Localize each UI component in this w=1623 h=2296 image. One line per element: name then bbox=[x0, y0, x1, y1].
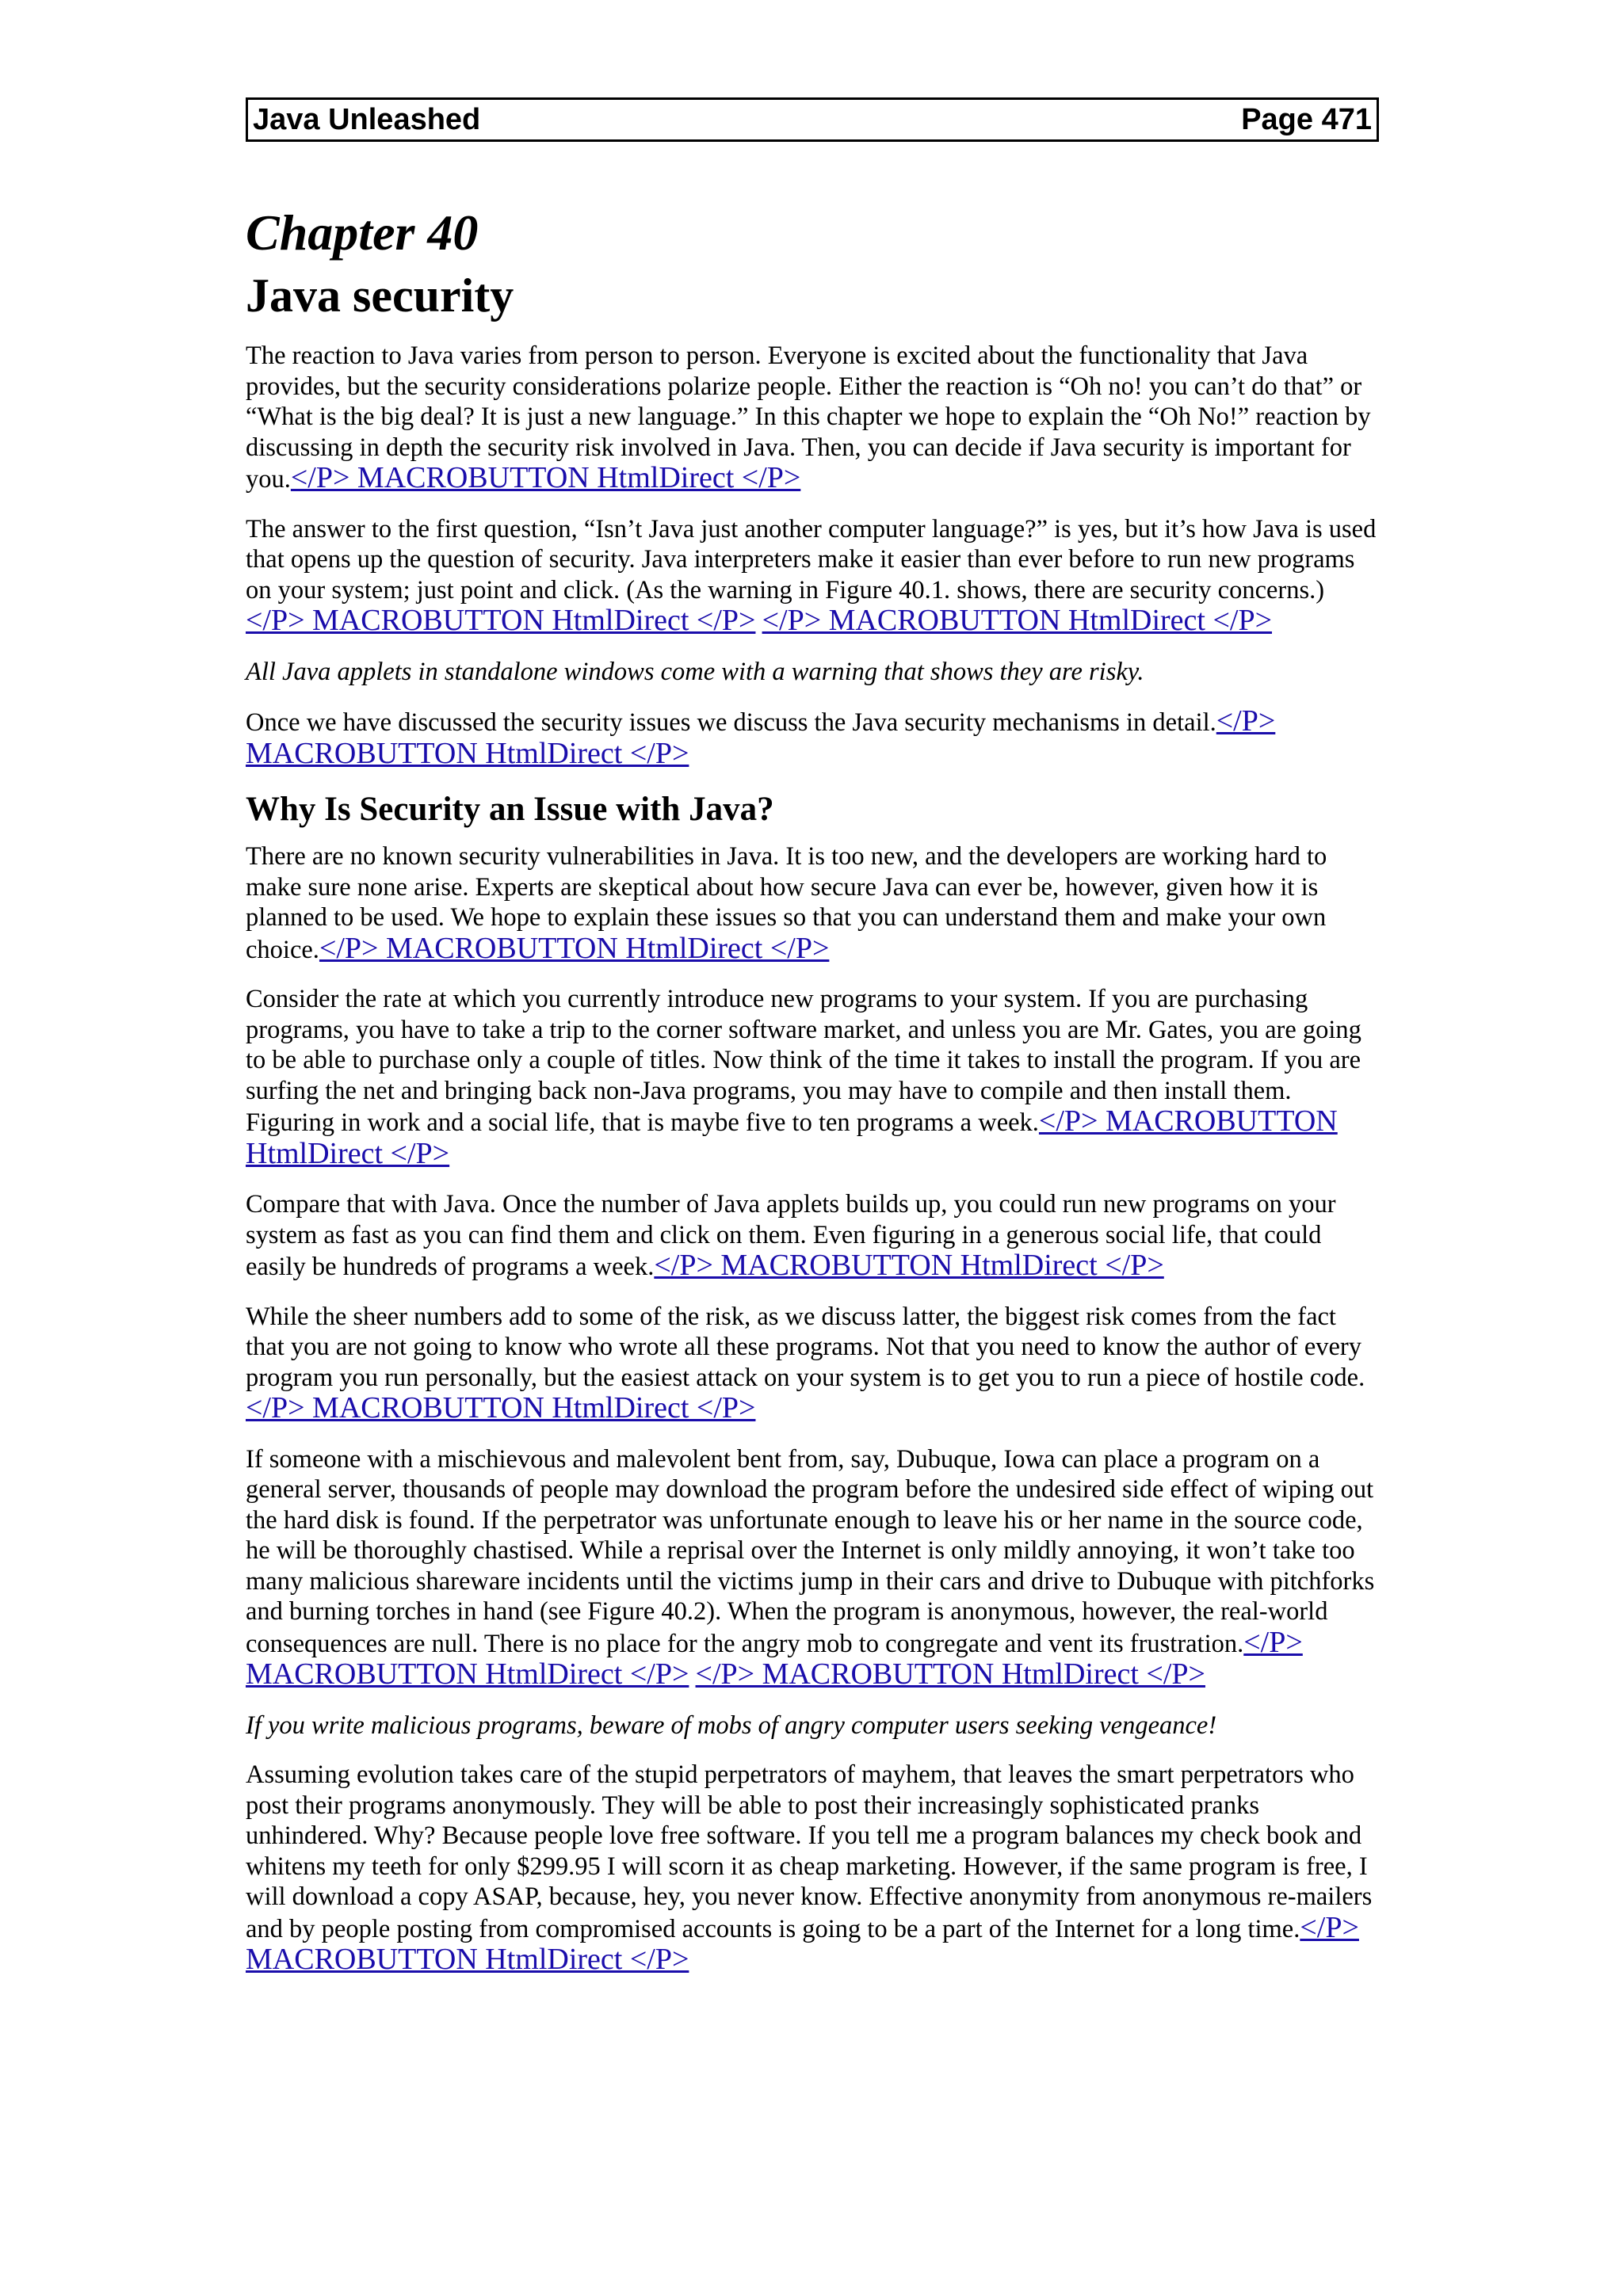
paragraph-compare bbox=[246, 1189, 1381, 1283]
paragraph-text: There are no known security vulnerabilities in Java. It is too new, and the developers are working hard to make sure none arise. Experts are skeptical about how secure Java can ever be, however, given how it is planned to be used. We hope to explain these issues so that you can understand them and make your own choice. bbox=[246, 842, 1327, 964]
figure-caption: All Java applets in standalone windows come with a warning that shows they are risky. bbox=[246, 657, 1144, 686]
paragraph-text: The reaction to Java varies from person to person. Everyone is excited about the functionality that Java provides, but the security considerations polarize people. Either the reaction is “Oh no! you can’t do that” or “What is the big deal? It is just a new language.” In this chapter we hope to explain the “Oh No!” reaction by discussing in depth the security risk involved in Java. Then, you can decide if Java security is important for you. bbox=[246, 341, 1371, 494]
book-title: Java Unleashed bbox=[253, 102, 481, 136]
paragraph-rate bbox=[246, 984, 1381, 1170]
paragraph-intro bbox=[246, 341, 1381, 495]
paragraph-text: Consider the rate at which you currently introduce new programs to your system. If you are purchasing programs, you have to take a trip to the corner software market, and unless you are Mr. Gates, you are going to be able to purchase only a couple of titles. Now think of the time it takes to install the program. If you are surfing the net and bringing back non-Java programs, you may have to compile and then install them. Figuring in work and a social life, that is maybe five to ten programs a week. bbox=[246, 985, 1361, 1137]
paragraph-first-question bbox=[246, 514, 1381, 638]
figure-caption: If you write malicious programs, beware of mobs of angry computer users seeking vengeance! bbox=[246, 1711, 1217, 1740]
section-heading: Why Is Security an Issue with Java? bbox=[246, 791, 774, 828]
macrobutton-link[interactable]: </P> MACROBUTTON HtmlDirect </P> bbox=[762, 604, 1273, 637]
paragraph-text: If someone with a mischievous and malevolent bent from, say, Dubuque, Iowa can place a program on a general server, thousands of people may download the program before the undesired side effect of wiping out the hard disk is found. If the perpetrator was unfortunate enough to leave his or her name in the source code, he will be thoroughly chastised. While a reprisal over the Internet is only mildly annoying, it won’t take too many malicious shareware incidents until the victims jump in their cars and drive to Dubuque with pitchforks and burning torches in hand (see Figure 40.2). When the program is anonymous, however, the real-world consequences are null. There is no place for the angry mob to congregate and vent its frustration. bbox=[246, 1444, 1375, 1658]
chapter-label: Chapter 40 bbox=[246, 204, 479, 261]
paragraph-text: The answer to the first question, “Isn’t Java just another computer language?” is yes, but it’s how Java is used that opens up the question of security. Java interpreters make it easier than ever before to run new programs on your system; just point and click. (As the warning in Figure 40.1. shows, there are security concerns.) bbox=[246, 514, 1377, 605]
macrobutton-link[interactable]: </P> MACROBUTTON HtmlDirect </P> bbox=[654, 1249, 1164, 1282]
macrobutton-link[interactable]: </P> MACROBUTTON HtmlDirect </P> bbox=[246, 604, 756, 637]
macrobutton-link[interactable]: </P> MACROBUTTON HtmlDirect </P> bbox=[695, 1657, 1205, 1691]
macrobutton-link[interactable]: </P> MACROBUTTON HtmlDirect </P> bbox=[246, 1104, 1338, 1170]
paragraph-dubuque bbox=[246, 1444, 1381, 1691]
paragraph-anonymity bbox=[246, 1760, 1381, 1977]
paragraph-mechanisms bbox=[246, 706, 1381, 770]
macrobutton-link[interactable]: </P> MACROBUTTON HtmlDirect </P> bbox=[290, 461, 801, 494]
paragraph-risk bbox=[246, 1302, 1381, 1425]
paragraph-vulnerabilities bbox=[246, 841, 1381, 965]
page-content bbox=[246, 204, 1381, 1996]
page-header bbox=[246, 97, 1379, 142]
macrobutton-link[interactable]: </P> MACROBUTTON HtmlDirect </P> bbox=[246, 1910, 1359, 1976]
paragraph-text: Compare that with Java. Once the number of Java applets builds up, you could run new programs on your system as fast as you can find them and click on them. Even figuring in a generous social life, that could easily be hundreds of programs a week. bbox=[246, 1190, 1336, 1281]
paragraph-text: While the sheer numbers add to some of the risk, as we discuss latter, the biggest risk comes from the fact that you are not going to know who wrote all these programs. Not that you need to know the author of every program you run personally, but the easiest attack on your system is to get you to run a piece of hostile code. bbox=[246, 1302, 1365, 1392]
macrobutton-link[interactable]: </P> MACROBUTTON HtmlDirect </P> bbox=[319, 931, 830, 965]
macrobutton-link[interactable]: </P> MACROBUTTON HtmlDirect </P> bbox=[246, 1625, 1303, 1691]
macrobutton-link[interactable]: </P> MACROBUTTON HtmlDirect </P> bbox=[246, 1391, 756, 1425]
paragraph-text: Assuming evolution takes care of the stupid perpetrators of mayhem, that leaves the smart perpetrators who post their programs anonymously. They will be able to post their increasingly sophisticated pranks unhindered. Why? Because people love free software. If you tell me a program balances my check book and whitens my teeth for only $299.95 I will scorn it as cheap marketing. However, if the same program is free, I will download a copy ASAP, because, hey, you never know. Effective anonymity from anonymous re-mailers and by people posting from compromised accounts is going to be a part of the Internet for a long time. bbox=[246, 1760, 1373, 1943]
chapter-title: Java security bbox=[246, 269, 514, 322]
page-number: Page 471 bbox=[1241, 102, 1372, 136]
macrobutton-link[interactable]: </P> MACROBUTTON HtmlDirect </P> bbox=[246, 704, 1276, 770]
paragraph-text: Once we have discussed the security issues we discuss the Java security mechanisms in detail. bbox=[246, 708, 1216, 737]
